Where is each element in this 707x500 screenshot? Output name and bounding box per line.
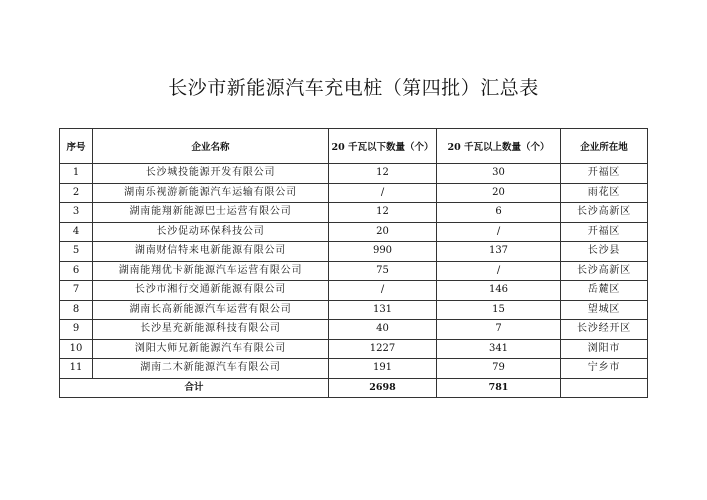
cell-above-20kw: 15 xyxy=(437,300,561,320)
cell-above-20kw: / xyxy=(437,261,561,281)
cell-company: 湖南长高新能源汽车运营有限公司 xyxy=(93,300,329,320)
cell-district: 浏阳市 xyxy=(561,339,648,359)
cell-below-20kw: 1227 xyxy=(329,339,437,359)
cell-company: 长沙城投能源开发有限公司 xyxy=(93,164,329,184)
cell-company: 湖南二木新能源汽车有限公司 xyxy=(93,359,329,379)
cell-district: 宁乡市 xyxy=(561,359,648,379)
header-below-20kw: 20 千瓦以下数量（个） xyxy=(329,129,437,164)
cell-below-20kw: / xyxy=(329,183,437,203)
cell-no: 9 xyxy=(60,320,93,340)
table-row xyxy=(60,339,648,359)
cell-company: 湖南能翔优卡新能源汽车运营有限公司 xyxy=(93,261,329,281)
cell-no: 3 xyxy=(60,203,93,223)
cell-below-20kw: 12 xyxy=(329,203,437,223)
cell-above-20kw: 137 xyxy=(437,242,561,262)
cell-company: 长沙星充新能源科技有限公司 xyxy=(93,320,329,340)
table-header xyxy=(60,129,648,164)
cell-no: 5 xyxy=(60,242,93,262)
cell-district: 雨花区 xyxy=(561,183,648,203)
cell-no: 6 xyxy=(60,261,93,281)
cell-above-20kw: 6 xyxy=(437,203,561,223)
header-above-20kw: 20 千瓦以上数量（个） xyxy=(437,129,561,164)
total-district xyxy=(561,378,648,397)
charging-pile-summary-table xyxy=(59,128,648,398)
table-row xyxy=(60,164,648,184)
total-row xyxy=(60,378,648,397)
cell-no: 2 xyxy=(60,183,93,203)
header-no: 序号 xyxy=(60,129,93,164)
cell-below-20kw: 75 xyxy=(329,261,437,281)
table-row xyxy=(60,242,648,262)
cell-no: 8 xyxy=(60,300,93,320)
cell-above-20kw: / xyxy=(437,222,561,242)
cell-company: 湖南能翔新能源巴士运营有限公司 xyxy=(93,203,329,223)
cell-no: 7 xyxy=(60,281,93,301)
table-body xyxy=(60,164,648,379)
cell-no: 1 xyxy=(60,164,93,184)
table-row xyxy=(60,359,648,379)
cell-no: 4 xyxy=(60,222,93,242)
table-footer xyxy=(60,378,648,397)
cell-company: 浏阳大师兄新能源汽车有限公司 xyxy=(93,339,329,359)
cell-below-20kw: 191 xyxy=(329,359,437,379)
page-title: 长沙市新能源汽车充电桩（第四批）汇总表 xyxy=(168,77,539,99)
cell-company: 长沙促动环保科技公司 xyxy=(93,222,329,242)
cell-district: 望城区 xyxy=(561,300,648,320)
cell-above-20kw: 146 xyxy=(437,281,561,301)
cell-above-20kw: 7 xyxy=(437,320,561,340)
total-above-20kw: 781 xyxy=(437,378,561,397)
table-row xyxy=(60,320,648,340)
cell-district: 岳麓区 xyxy=(561,281,648,301)
cell-below-20kw: 40 xyxy=(329,320,437,340)
cell-company: 长沙市湘行交通新能源有限公司 xyxy=(93,281,329,301)
header-company: 企业名称 xyxy=(93,129,329,164)
table-row xyxy=(60,300,648,320)
cell-district: 长沙县 xyxy=(561,242,648,262)
cell-below-20kw: / xyxy=(329,281,437,301)
cell-above-20kw: 341 xyxy=(437,339,561,359)
cell-district: 长沙经开区 xyxy=(561,320,648,340)
cell-above-20kw: 30 xyxy=(437,164,561,184)
table-row xyxy=(60,261,648,281)
cell-above-20kw: 79 xyxy=(437,359,561,379)
cell-district: 长沙高新区 xyxy=(561,261,648,281)
cell-district: 长沙高新区 xyxy=(561,203,648,223)
cell-district: 开福区 xyxy=(561,222,648,242)
cell-no: 10 xyxy=(60,339,93,359)
total-below-20kw: 2698 xyxy=(329,378,437,397)
cell-below-20kw: 20 xyxy=(329,222,437,242)
cell-company: 湖南乐视游新能源汽车运输有限公司 xyxy=(93,183,329,203)
cell-below-20kw: 12 xyxy=(329,164,437,184)
cell-no: 11 xyxy=(60,359,93,379)
cell-below-20kw: 990 xyxy=(329,242,437,262)
header-row xyxy=(60,129,648,164)
table-row xyxy=(60,203,648,223)
cell-district: 开福区 xyxy=(561,164,648,184)
total-label: 合计 xyxy=(60,378,329,397)
cell-company: 湖南财信特来电新能源有限公司 xyxy=(93,242,329,262)
cell-below-20kw: 131 xyxy=(329,300,437,320)
table-row xyxy=(60,222,648,242)
cell-above-20kw: 20 xyxy=(437,183,561,203)
table-row xyxy=(60,183,648,203)
table-row xyxy=(60,281,648,301)
header-district: 企业所在地 xyxy=(561,129,648,164)
